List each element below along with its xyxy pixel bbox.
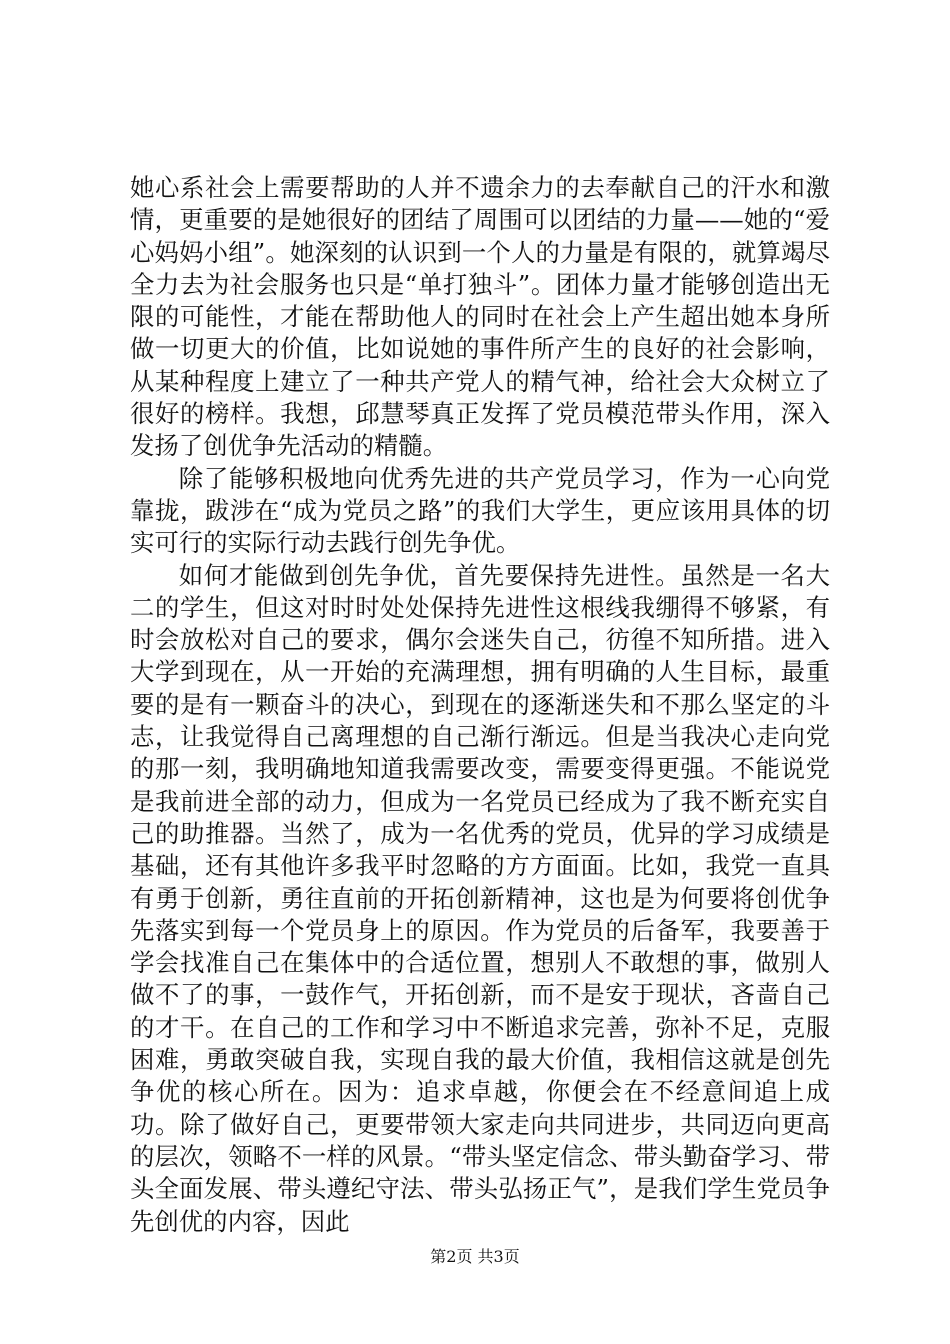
paragraph-2: 除了能够积极地向优秀先进的共产党员学习，作为一心向党靠拢，跋涉在“成为党员之路”的我们大学生，更应该用具体的切实可行的实际行动去践行创先争优。 <box>130 463 830 558</box>
body-text <box>130 172 830 1238</box>
paragraph-1: 她心系社会上需要帮助的人并不遗余力的去奉献自己的汗水和激情，更重要的是她很好的团结了周围可以团结的力量——她的“爱心妈妈小组”。她深刻的认识到一个人的力量是有限的，就算竭尽全力去为社会服务也只是“单打独斗”。团体力量才能够创造出无限的可能性，才能在帮助他人的同时在社会上产生超出她本身所做一切更大的价值，比如说她的事件所产生的良好的社会影响，从某种程度上建立了一种共产党人的精气神，给社会大众树立了很好的榜样。我想，邱慧琴真正发挥了党员模范带头作用，深入发扬了创优争先活动的精髓。 <box>130 173 830 461</box>
paragraph-3: 如何才能做到创先争优，首先要保持先进性。虽然是一名大二的学生，但这对时时处处保持先进性这根线我绷得不够紧，有时会放松对自己的要求，偶尔会迷失自己，彷徨不知所措。进入大学到现在，从一开始的充满理想，拥有明确的人生目标，最重要的是有一颗奋斗的决心，到现在的逐渐迷失和不那么坚定的斗志，让我觉得自己离理想的自己渐行渐远。但是当我决心走向党的那一刻，我明确地知道我需要改变，需要变得更强。不能说党是我前进全部的动力，但成为一名党员已经成为了我不断充实自己的助推器。当然了，成为一名优秀的党员，优异的学习成绩是基础，还有其他许多我平时忽略的方方面面。比如，我党一直具有勇于创新，勇往直前的开拓创新精神，这也是为何要将创优争先落实到每一个党员身上的原因。作为党员的后备军，我要善于学会找准自己在集体中的合适位置，想别人不敢想的事，做别人做不了的事，一鼓作气，开拓创新，而不是安于现状，吝啬自己的才干。在自己的工作和学习中不断追求完善，弥补不足，克服困难，勇敢突破自我，实现自我的最大价值，我相信这就是创先争优的核心所在。因为：追求卓越，你便会在不经意间追上成功。除了做好自己，更要带领大家走向共同进步，共同迈向更高的层次，领略不一样的风景。“带头坚定信念、带头勤奋学习、带头全面发展、带头遵纪守法、带头弘扬正气”，是我们学生党员争先创优的内容，因此 <box>130 560 830 1236</box>
page-footer: 第2页 共3页 <box>430 1247 520 1266</box>
